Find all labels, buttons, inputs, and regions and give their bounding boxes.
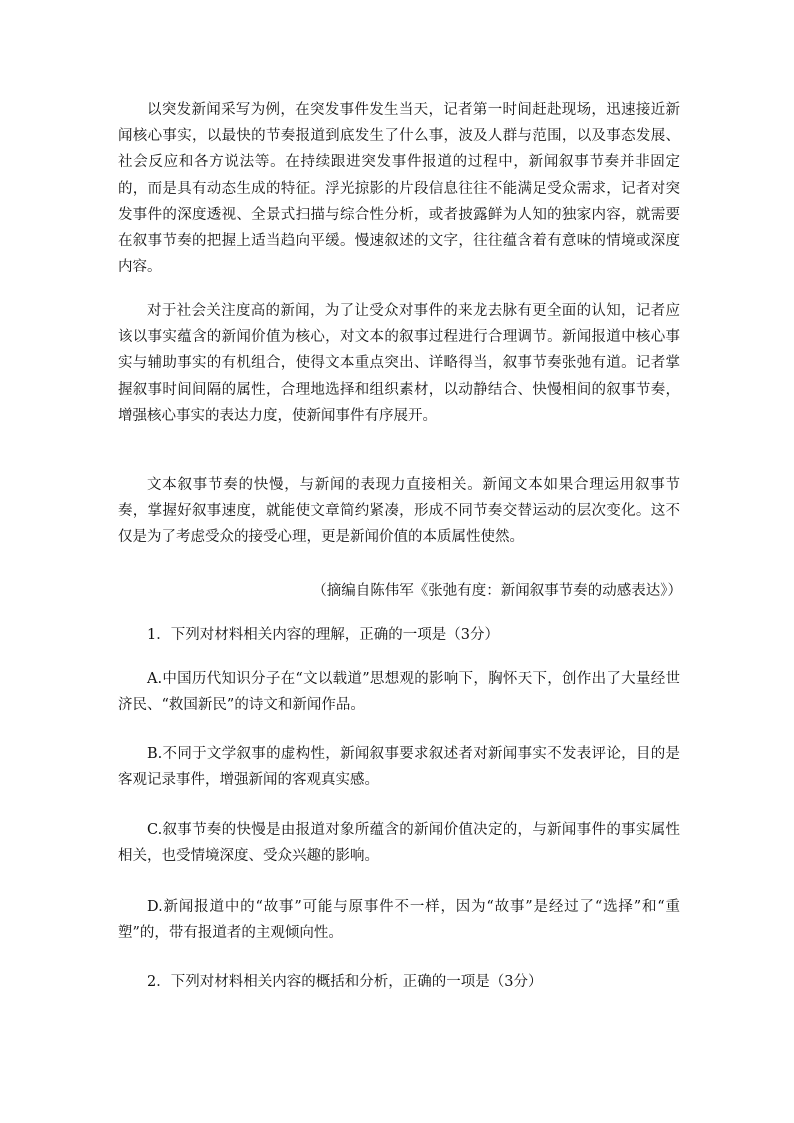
question-1-option-b: B.不同于文学叙事的虚构性，新闻叙事要求叙述者对新闻事实不发表评论，目的是客观记录事件，增强新闻的客观真实感。: [118, 746, 680, 789]
passage-paragraph-1: 以突发新闻采写为例，在突发事件发生当天，记者第一时间赶赴现场，迅速接近新闻核心事实，以最快的节奏报道到底发生了什么事，波及人群与范围，以及事态发展、社会反应和各方说法等。在持续跟进突发事件报道的过程中，新闻叙事节奏并非固定的，而是具有动态生成的特征。浮光掠影的片段信息往往不能满足受众需求，记者对突发事件的深度透视、全景式扫描与综合性分析，或者披露鲜为人知的独家内容，就需要在叙事节奏的把握上适当趋向平缓。慢速叙述的文字，往往蕴含着有意味的情境或深度内容。: [118, 102, 680, 276]
passage-source-citation: （摘编自陈伟军《张弛有度：新闻叙事节奏的动感表达》）: [312, 583, 682, 599]
question-1-option-d: D.新闻报道中的“故事”可能与原事件不一样，因为“故事”是经过了“选择”和“重塑”的，带有报道者的主观倾向性。: [118, 899, 680, 942]
passage-paragraph-3: 文本叙事节奏的快慢，与新闻的表现力直接相关。新闻文本如果合理运用叙事节奏，掌握好叙事速度，就能使文章简约紧凑，形成不同节奏交替运动的层次变化。这不仅是为了考虑受众的接受心理，更是新闻价值的本质属性使然。: [118, 477, 680, 546]
passage-paragraph-2: 对于社会关注度高的新闻，为了让受众对事件的来龙去脉有更全面的认知，记者应该以事实蕴含的新闻价值为核心，对文本的叙事过程进行合理调节。新闻报道中核心事实与辅助事实的有机组合，使得文本重点突出、详略得当，叙事节奏张弛有道。记者掌握叙事时间间隔的属性，合理地选择和组织素材，以动静结合、快慢相间的叙事节奏，增强核心事实的表达力度，使新闻事件有序展开。: [118, 303, 680, 424]
question-1-option-a: A.中国历代知识分子在“文以载道”思想观的影响下，胸怀天下，创作出了大量经世济民、“救国新民”的诗文和新闻作品。: [118, 671, 680, 714]
question-1-stem: 1．下列对材料相关内容的理解，正确的一项是（3分）: [147, 627, 499, 643]
question-1-option-c: C.叙事节奏的快慢是由报道对象所蕴含的新闻价值决定的，与新闻事件的事实属性相关，也受情境深度、受众兴趣的影响。: [118, 822, 680, 865]
question-2-stem: 2．下列对材料相关内容的概括和分析，正确的一项是（3分）: [147, 974, 543, 990]
